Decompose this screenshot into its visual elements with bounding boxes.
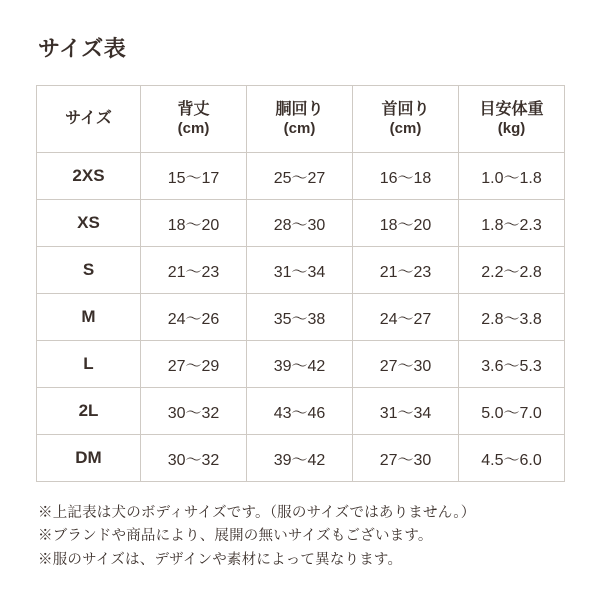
cell-neck: 18〜20 — [353, 200, 459, 247]
cell-chest: 39〜42 — [247, 435, 353, 482]
table-row — [37, 435, 565, 482]
cell-chest: 28〜30 — [247, 200, 353, 247]
column-header-chest-label: 胴回り — [275, 100, 324, 118]
column-header-back-length-unit: (cm) — [177, 119, 210, 137]
column-header-size-label: サイズ — [65, 110, 112, 127]
column-header-weight-unit: (kg) — [497, 119, 526, 137]
column-header-neck-unit: (cm) — [389, 119, 422, 137]
cell-neck: 21〜23 — [353, 247, 459, 294]
cell-weight: 2.2〜2.8 — [459, 247, 565, 294]
column-header-chest-unit: (cm) — [283, 119, 316, 137]
table-header — [37, 86, 565, 153]
cell-size: XS — [37, 200, 141, 247]
cell-back-length: 27〜29 — [141, 341, 247, 388]
column-header-weight — [459, 86, 565, 153]
cell-back-length: 30〜32 — [141, 388, 247, 435]
cell-size: L — [37, 341, 141, 388]
cell-size: 2XS — [37, 153, 141, 200]
cell-chest: 25〜27 — [247, 153, 353, 200]
table-row — [37, 388, 565, 435]
column-header-back-length — [141, 86, 247, 153]
note-line-1: ※上記表は犬のボディサイズです。（服のサイズではありません。） — [38, 505, 476, 521]
cell-size: S — [37, 247, 141, 294]
column-header-weight-label: 目安体重 — [479, 100, 544, 118]
page-title: サイズ表 — [38, 36, 127, 61]
table-row — [37, 247, 565, 294]
cell-weight: 1.0〜1.8 — [459, 153, 565, 200]
size-table — [36, 85, 565, 482]
column-header-size — [37, 86, 141, 153]
cell-back-length: 30〜32 — [141, 435, 247, 482]
notes-section — [38, 502, 564, 572]
cell-weight: 4.5〜6.0 — [459, 435, 565, 482]
table-row — [37, 294, 565, 341]
cell-neck: 31〜34 — [353, 388, 459, 435]
cell-chest: 31〜34 — [247, 247, 353, 294]
column-header-neck-label: 首回り — [381, 100, 430, 118]
cell-size: M — [37, 294, 141, 341]
column-header-chest — [247, 86, 353, 153]
cell-weight: 3.6〜5.3 — [459, 341, 565, 388]
note-line-3: ※服のサイズは、デザインや素材によって異なります。 — [38, 551, 403, 568]
cell-chest: 43〜46 — [247, 388, 353, 435]
cell-back-length: 21〜23 — [141, 247, 247, 294]
table-header-row — [37, 86, 565, 153]
cell-back-length: 15〜17 — [141, 153, 247, 200]
cell-neck: 16〜18 — [353, 153, 459, 200]
cell-size: 2L — [37, 388, 141, 435]
cell-chest: 35〜38 — [247, 294, 353, 341]
table-row — [37, 200, 565, 247]
table-row — [37, 153, 565, 200]
cell-weight: 5.0〜7.0 — [459, 388, 565, 435]
table-body — [37, 153, 565, 482]
cell-size: DM — [37, 435, 141, 482]
cell-neck: 24〜27 — [353, 294, 459, 341]
cell-back-length: 18〜20 — [141, 200, 247, 247]
cell-neck: 27〜30 — [353, 341, 459, 388]
table-row — [37, 341, 565, 388]
column-header-neck — [353, 86, 459, 153]
cell-weight: 2.8〜3.8 — [459, 294, 565, 341]
cell-neck: 27〜30 — [353, 435, 459, 482]
cell-chest: 39〜42 — [247, 341, 353, 388]
column-header-back-length-label: 背丈 — [177, 100, 210, 118]
note-line-2: ※ブランドや商品により、展開の無いサイズもございます。 — [38, 528, 433, 545]
cell-weight: 1.8〜2.3 — [459, 200, 565, 247]
cell-back-length: 24〜26 — [141, 294, 247, 341]
